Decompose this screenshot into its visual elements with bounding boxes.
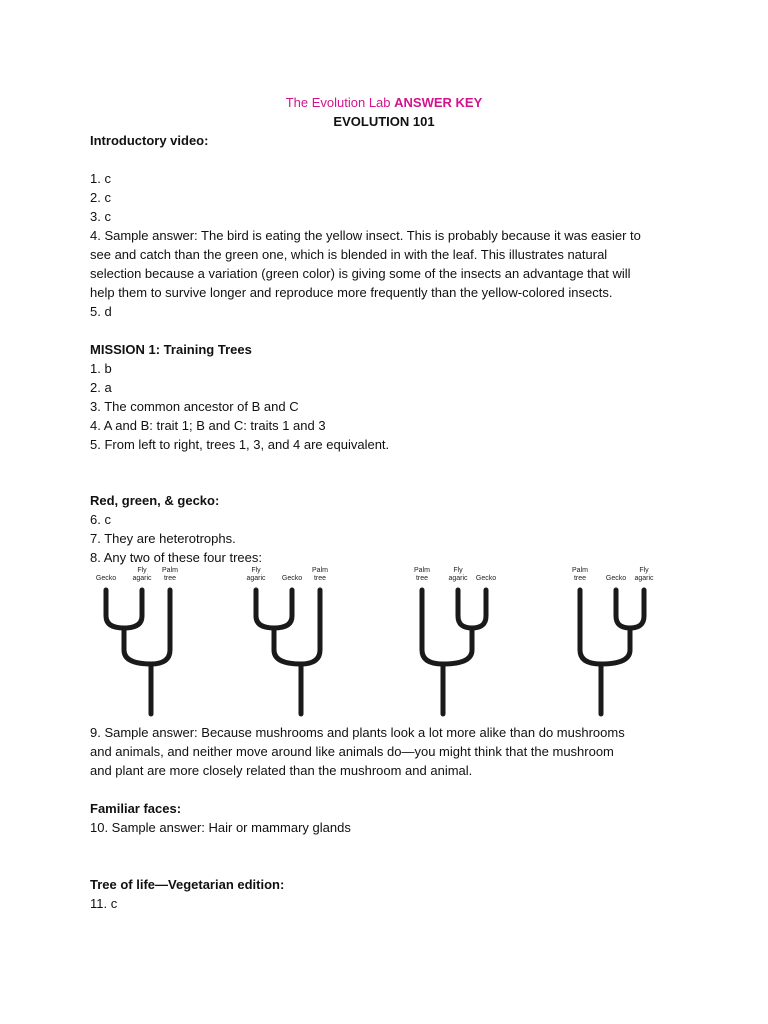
answer-line: 11. c	[90, 896, 118, 911]
tree-tip-label: agaric	[634, 575, 654, 582]
title-lab-name: The Evolution Lab	[285, 95, 391, 110]
answer-line: 5. d	[90, 304, 112, 319]
section-heading-tree-of-life: Tree of life—Vegetarian edition:	[90, 877, 285, 892]
trees-svg	[90, 564, 680, 718]
section-heading-gecko: Red, green, & gecko:	[90, 493, 220, 508]
answer-line: 3. c	[90, 209, 111, 224]
answer-line: 2. c	[90, 190, 111, 205]
tree-tip-label: tree	[313, 575, 327, 582]
tree-inner-clade-branch	[458, 590, 486, 628]
tree-tip-label: Gecko	[605, 575, 627, 582]
answer-line: and plant are more closely related than the mushroom and animal.	[90, 763, 473, 778]
answer-line: 10. Sample answer: Hair or mammary glands	[90, 820, 351, 835]
tree-tip-label: tree	[415, 575, 429, 582]
tree-tip-label: Palm	[312, 567, 328, 574]
tree-tip-label: Palm	[414, 567, 430, 574]
phylogenetic-trees-figure	[90, 564, 680, 718]
tree-tip-label: Palm	[572, 567, 588, 574]
tree-tip-label: agaric	[246, 575, 266, 582]
tree-tip-label: Fly	[453, 567, 463, 574]
section-heading-intro: Introductory video:	[90, 133, 209, 148]
tree-tip-label: Fly	[639, 567, 649, 574]
answer-line: selection because a variation (green color) is giving some of the insects an advantage that will	[90, 266, 631, 281]
tree-tip-label: agaric	[132, 575, 152, 582]
answer-line: see and catch than the green one, which is blended in with the leaf. This illustrates natural	[90, 247, 608, 262]
answer-line: 8. Any two of these four trees:	[90, 550, 262, 565]
tree-tip-label: Fly	[137, 567, 147, 574]
tree-tip-label: Palm	[162, 567, 178, 574]
answer-line: 4. Sample answer: The bird is eating the yellow insect. This is probably because it was easier to	[90, 228, 641, 243]
tree-inner-stem-branch	[601, 628, 630, 664]
tree-tip-label: Gecko	[95, 575, 117, 582]
tree-tip-label: agaric	[448, 575, 468, 582]
tree-tip-label: Gecko	[281, 575, 303, 582]
answer-line: 5. From left to right, trees 1, 3, and 4 are equivalent.	[90, 437, 390, 452]
answer-line: 7. They are heterotrophs.	[90, 531, 236, 546]
answer-line: 3. The common ancestor of B and C	[90, 399, 299, 414]
tree-tip-label: tree	[573, 575, 587, 582]
answer-line: and animals, and neither move around like animals do—you might think that the mushroom	[90, 744, 614, 759]
title-answer-key: ANSWER KEY	[394, 95, 483, 110]
document-title	[0, 94, 768, 112]
tree-outgroup-branch	[301, 590, 320, 664]
tree-tip-label: Fly	[251, 567, 261, 574]
answer-line: 1. c	[90, 171, 111, 186]
tree-inner-stem-branch	[443, 628, 472, 664]
answer-line: 4. A and B: trait 1; B and C: traits 1 and 3	[90, 418, 326, 433]
tree-tip-label: Gecko	[475, 575, 497, 582]
tree-inner-clade-branch	[616, 590, 644, 628]
tree-inner-stem-branch	[274, 628, 301, 664]
tree-tip-label: tree	[163, 575, 177, 582]
tree-inner-stem-branch	[124, 628, 151, 664]
tree-outgroup-branch	[151, 590, 170, 664]
section-heading-mission1: MISSION 1: Training Trees	[90, 342, 252, 357]
tree-inner-clade-branch	[106, 590, 142, 628]
answer-line: help them to survive longer and reproduce more frequently than the yellow-colored insects.	[90, 285, 613, 300]
document-subtitle: EVOLUTION 101	[333, 114, 435, 129]
tree-outgroup-branch	[580, 590, 601, 664]
answer-line: 2. a	[90, 380, 112, 395]
answer-line: 9. Sample answer: Because mushrooms and plants look a lot more alike than do mushrooms	[90, 725, 625, 740]
section-heading-faces: Familiar faces:	[90, 801, 182, 816]
answer-line: 6. c	[90, 512, 111, 527]
tree-inner-clade-branch	[256, 590, 292, 628]
tree-outgroup-branch	[422, 590, 443, 664]
answer-line: 1. b	[90, 361, 112, 376]
